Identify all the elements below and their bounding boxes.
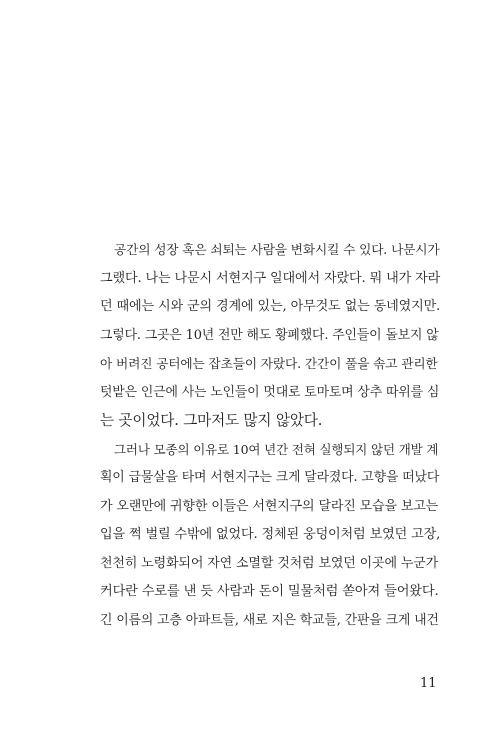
text-line: 커다란 수로를 낸 듯 사람과 돈이 밀물처럼 쏟아져 들어왔다.: [100, 584, 439, 599]
text-line: 획이 급물살을 타며 서현지구는 크게 달라졌다. 고향을 떠났다: [100, 470, 440, 485]
text-line: 그랬다. 나는 나문시 서현지구 일대에서 자랐다. 뭐 내가 자라: [100, 270, 441, 286]
text-line: 그러나 모종의 이유로 10여 년간 전혀 실행되지 않던 개발 계: [114, 441, 439, 457]
text-line: 던 때에는 시와 군의 경계에 있는, 아무것도 없는 동네였지만.: [100, 299, 441, 314]
text-line: 텃밭은 인근에 사는 노인들이 멋대로 토마토며 상추 따위를 심: [100, 384, 440, 400]
text-line: 그렇다. 그곳은 10년 전만 해도 황폐했다. 주인들이 돌보지 않: [100, 327, 439, 343]
text-line: 가 오랜만에 귀향한 이들은 서현지구의 달라진 모습을 보고는: [100, 498, 439, 514]
page-number: 11: [420, 676, 437, 691]
text-line: 긴 이름의 고층 아파트들, 새로 지은 학교들, 간판을 크게 내건: [100, 612, 439, 628]
text-line: 입을 쩍 벌릴 수밖에 없었다. 정체된 웅덩이처럼 보였던 고장,: [100, 527, 441, 542]
text-line: 아 버려진 공터에는 잡초들이 자랐다. 간간이 풀을 솎고 관리한: [100, 356, 438, 371]
text-line: 공간의 성장 혹은 쇠퇴는 사람을 변화시킬 수 있다. 나문시가: [114, 242, 440, 257]
text-line: 천천히 노령화되어 자연 소멸할 것처럼 보였던 이곳에 누군가: [100, 555, 439, 571]
text-line: 는 곳이었다. 그마저도 많지 않았다.: [100, 412, 323, 429]
body-text: [100, 236, 440, 635]
